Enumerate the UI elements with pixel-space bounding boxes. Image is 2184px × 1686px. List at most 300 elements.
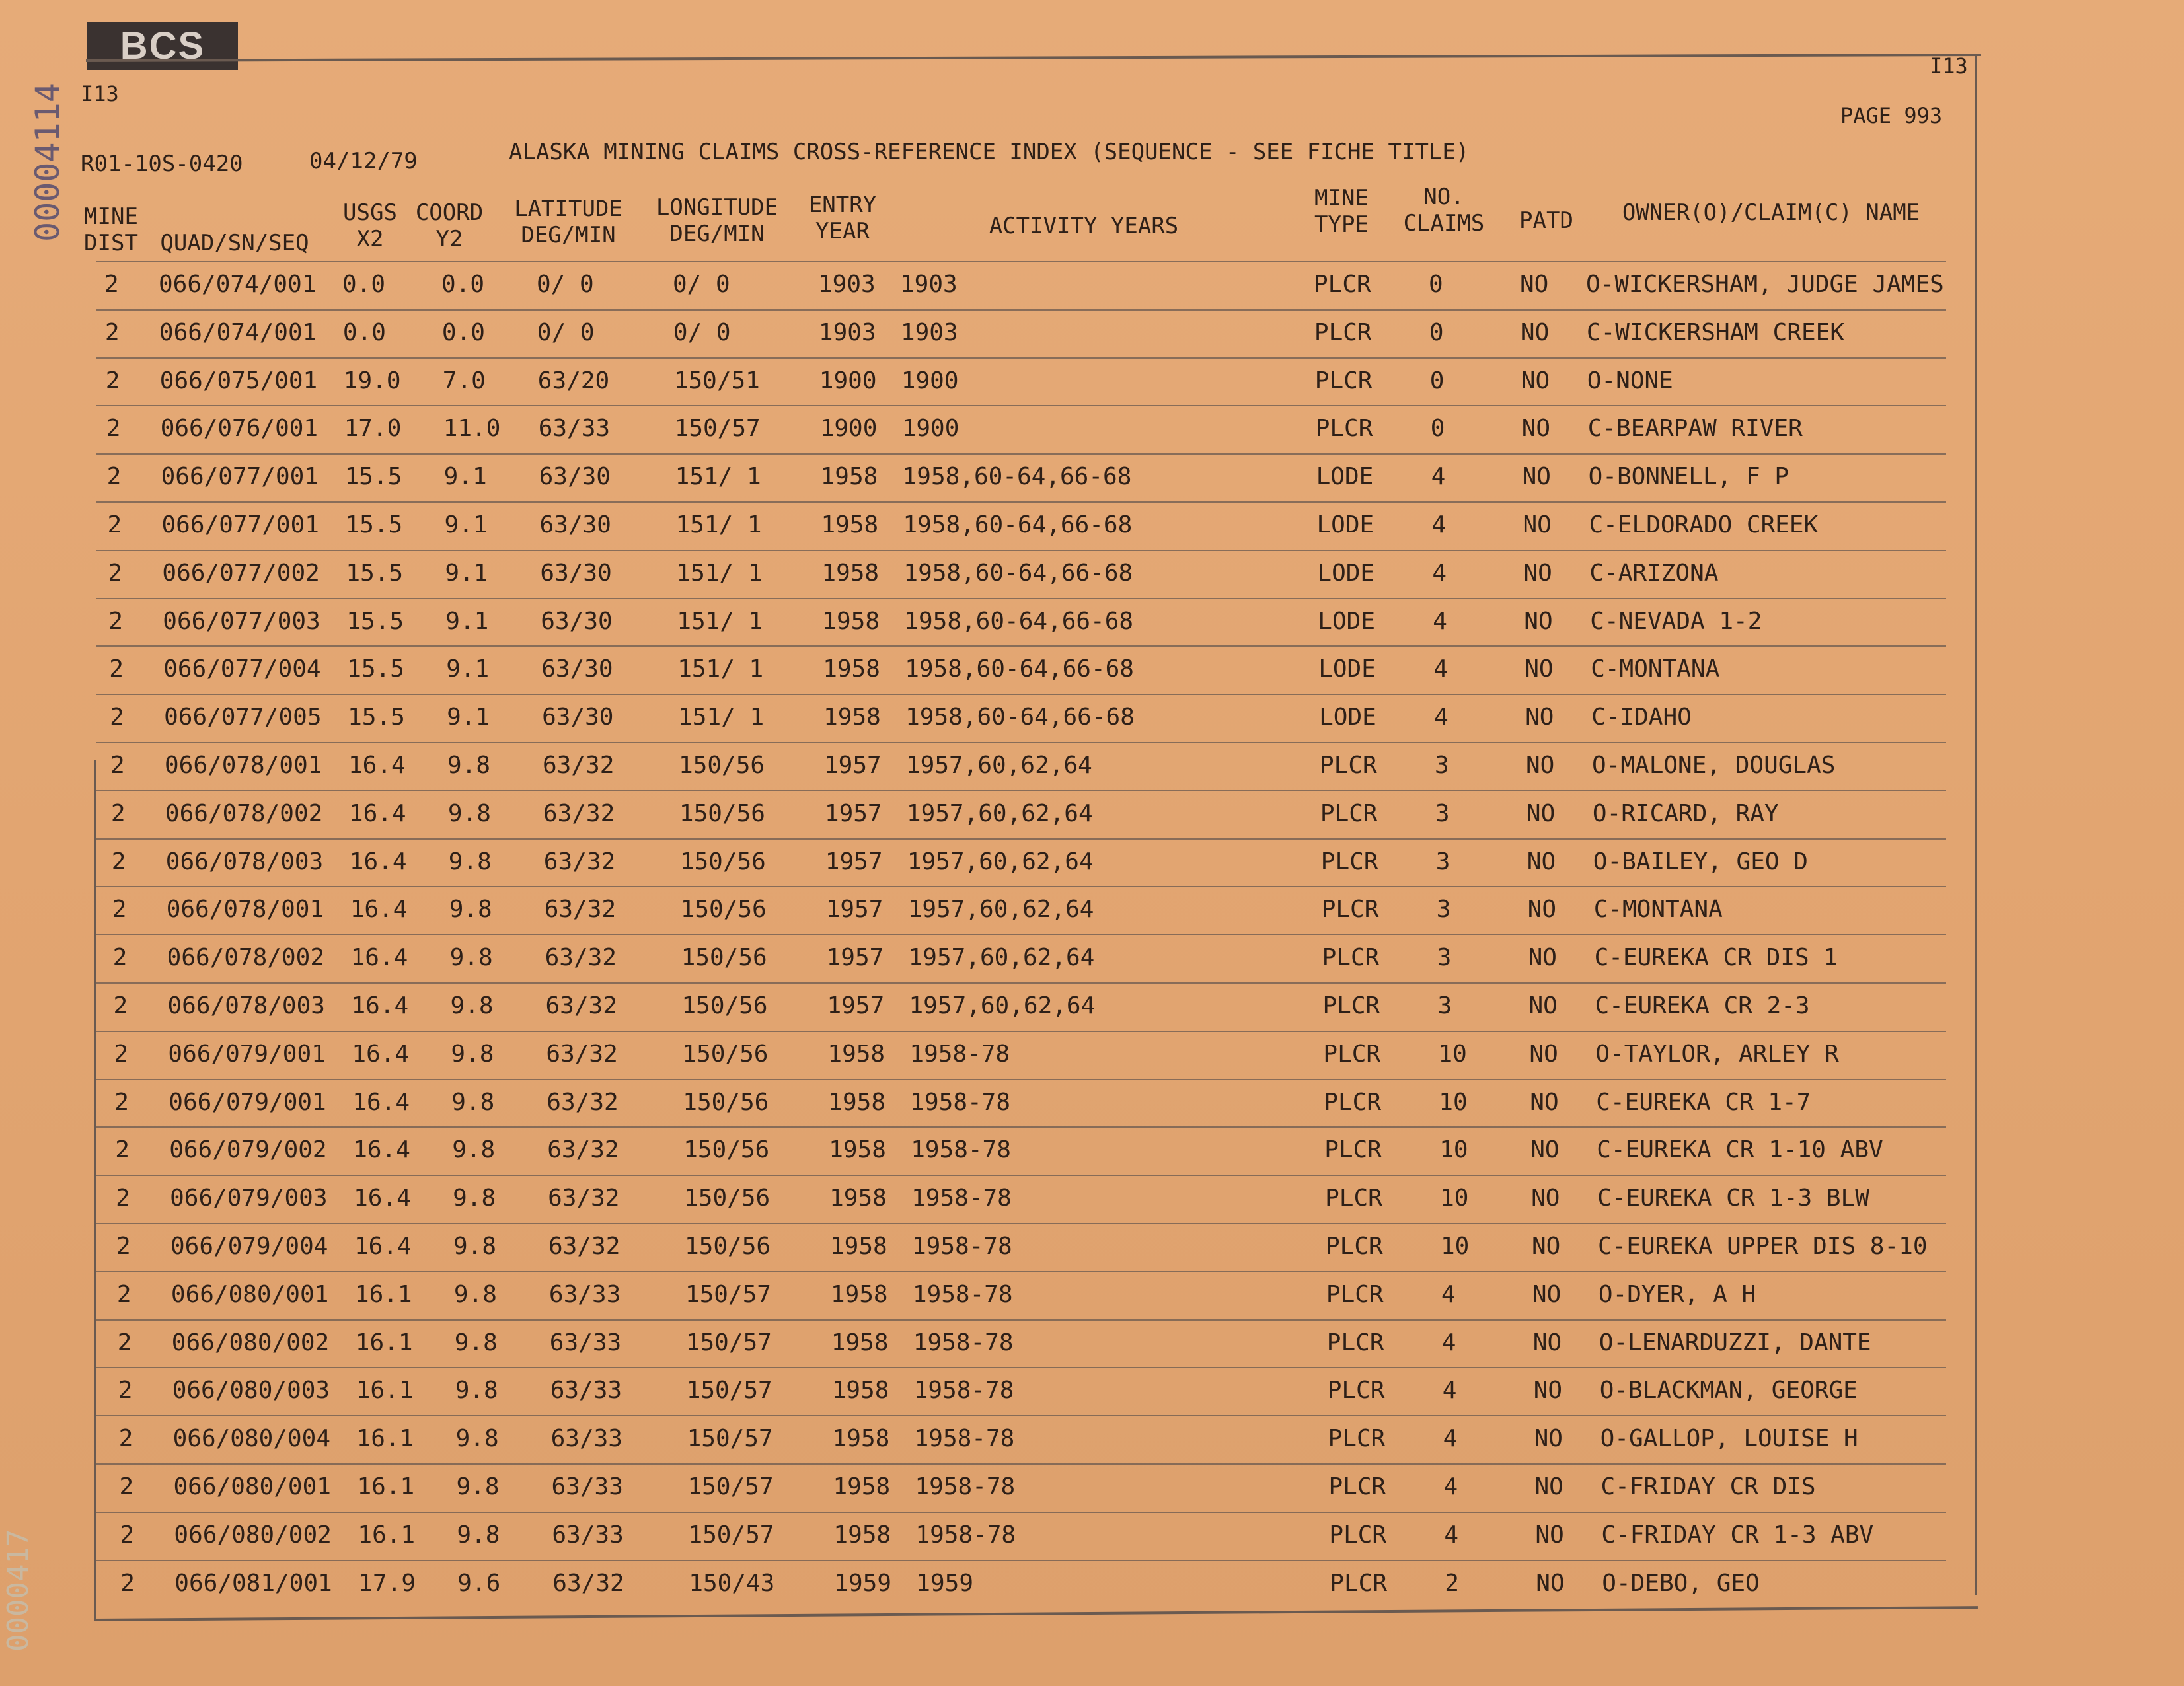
- row-divider: [96, 453, 1946, 455]
- row-owner-claim: O-BONNELL, F P: [1588, 463, 1789, 491]
- row-longitude: 150/57: [687, 1473, 774, 1500]
- table-row: [0, 1415, 2184, 1461]
- table-row: [0, 934, 2184, 980]
- row-quad: 066/079/001: [168, 1040, 326, 1068]
- row-mine-type: LODE: [1316, 511, 1374, 538]
- row-usgs-x2: 16.4: [350, 944, 408, 972]
- table-row: [0, 357, 2184, 404]
- row-coord-y2: 9.8: [449, 896, 492, 924]
- row-patd: NO: [1521, 367, 1550, 394]
- table-row: [0, 838, 2184, 885]
- row-coord-y2: 9.8: [453, 1280, 497, 1308]
- row-entry-year: 1958: [828, 1088, 885, 1116]
- row-mine-type: PLCR: [1324, 1136, 1382, 1164]
- row-no-claims: 4: [1434, 704, 1449, 731]
- row-entry-year: 1957: [824, 752, 882, 779]
- row-mine-type: PLCR: [1315, 415, 1373, 443]
- fiche-side-number: 00004114: [28, 83, 67, 242]
- row-entry-year: 1958: [833, 1521, 891, 1549]
- row-entry-year: 1903: [818, 271, 876, 298]
- row-quad: 066/074/001: [159, 271, 317, 298]
- row-quad: 066/077/001: [161, 511, 319, 538]
- row-patd: NO: [1532, 1233, 1561, 1260]
- row-longitude: 151/ 1: [676, 559, 763, 587]
- row-no-claims: 10: [1441, 1233, 1470, 1260]
- row-quad: 066/077/001: [161, 463, 319, 491]
- row-usgs-x2: 15.5: [346, 607, 404, 635]
- row-coord-y2: 9.1: [445, 607, 489, 635]
- row-longitude: 151/ 1: [675, 511, 762, 538]
- row-mine-dist: 2: [116, 1233, 131, 1260]
- table-row: [0, 550, 2184, 596]
- row-owner-claim: C-ELDORADO CREEK: [1589, 511, 1819, 538]
- row-owner-claim: O-DYER, A H: [1598, 1280, 1756, 1308]
- row-quad: 066/079/002: [169, 1136, 327, 1164]
- row-coord-y2: 9.8: [450, 992, 494, 1019]
- row-activity-years: 1957,60,62,64: [906, 752, 1092, 779]
- row-mine-type: LODE: [1319, 704, 1376, 731]
- row-mine-dist: 2: [118, 1377, 133, 1405]
- row-usgs-x2: 15.5: [347, 655, 404, 683]
- row-mine-dist: 2: [110, 704, 124, 731]
- row-divider: [96, 1031, 1946, 1032]
- row-latitude: 63/32: [548, 1233, 621, 1260]
- table-row: [0, 790, 2184, 836]
- row-activity-years: 1900: [901, 415, 960, 443]
- row-owner-claim: O-BLACKMAN, GEORGE: [1599, 1377, 1858, 1405]
- row-coord-y2: 9.8: [455, 1425, 499, 1453]
- row-no-claims: 4: [1433, 607, 1447, 635]
- row-no-claims: 0: [1430, 415, 1445, 443]
- row-usgs-x2: 17.9: [358, 1569, 416, 1597]
- row-quad: 066/078/001: [165, 752, 322, 779]
- row-longitude: 151/ 1: [677, 655, 764, 683]
- row-mine-type: LODE: [1316, 463, 1374, 491]
- row-no-claims: 4: [1433, 655, 1448, 683]
- row-quad: 066/078/002: [165, 799, 323, 827]
- row-mine-dist: 2: [110, 752, 125, 779]
- row-quad: 066/080/004: [172, 1425, 331, 1453]
- row-mine-type: PLCR: [1323, 1040, 1381, 1068]
- table-row: [0, 1126, 2184, 1173]
- row-entry-year: 1957: [825, 848, 883, 875]
- row-no-claims: 4: [1431, 511, 1447, 538]
- row-owner-claim: C-BEARPAW RIVER: [1587, 415, 1803, 443]
- row-divider: [96, 1512, 1946, 1513]
- row-mine-type: PLCR: [1320, 752, 1377, 779]
- row-activity-years: 1957,60,62,64: [909, 992, 1096, 1019]
- row-patd: NO: [1528, 992, 1558, 1019]
- row-usgs-x2: 16.4: [354, 1233, 412, 1260]
- row-latitude: 63/33: [549, 1329, 622, 1356]
- row-activity-years: 1958-78: [915, 1473, 1016, 1500]
- report-id: R01-10S-0420: [81, 151, 243, 177]
- row-divider: [96, 1271, 1946, 1272]
- row-entry-year: 1957: [827, 992, 885, 1019]
- row-mine-type: PLCR: [1329, 1521, 1387, 1549]
- row-mine-type: PLCR: [1326, 1329, 1384, 1356]
- row-entry-year: 1958: [829, 1136, 886, 1164]
- col-header-mine-dist: MINE DIST: [84, 203, 138, 256]
- row-mine-dist: 2: [104, 271, 119, 298]
- table-row: [0, 645, 2184, 692]
- row-activity-years: 1958-78: [912, 1233, 1012, 1260]
- row-latitude: 63/33: [550, 1425, 622, 1453]
- row-entry-year: 1900: [819, 367, 877, 394]
- row-usgs-x2: 15.5: [346, 559, 404, 587]
- row-quad: 066/077/003: [163, 607, 320, 635]
- row-divider: [96, 1319, 1946, 1321]
- row-coord-y2: 0.0: [441, 271, 485, 298]
- row-divider: [96, 790, 1946, 791]
- row-mine-dist: 2: [111, 848, 126, 875]
- row-patd: NO: [1522, 463, 1551, 491]
- row-owner-claim: C-MONTANA: [1591, 655, 1720, 683]
- row-coord-y2: 9.8: [455, 1377, 498, 1405]
- row-patd: NO: [1525, 655, 1554, 683]
- table-row: [0, 1319, 2184, 1366]
- row-mine-dist: 2: [113, 992, 128, 1019]
- row-longitude: 150/57: [688, 1521, 774, 1549]
- row-divider: [96, 1415, 1946, 1416]
- row-coord-y2: 11.0: [443, 415, 501, 443]
- row-longitude: 150/56: [680, 896, 767, 924]
- row-mine-type: PLCR: [1324, 1088, 1381, 1116]
- row-activity-years: 1958-78: [911, 1185, 1012, 1212]
- row-activity-years: 1957,60,62,64: [907, 848, 1094, 875]
- row-longitude: 150/57: [686, 1377, 772, 1405]
- row-mine-dist: 2: [104, 318, 120, 346]
- row-owner-claim: C-EUREKA UPPER DIS 8-10: [1598, 1233, 1928, 1260]
- row-mine-dist: 2: [105, 367, 120, 394]
- row-latitude: 63/30: [539, 511, 611, 538]
- row-longitude: 150/56: [683, 1136, 770, 1164]
- row-usgs-x2: 15.5: [348, 704, 405, 731]
- row-activity-years: 1958-78: [911, 1136, 1011, 1164]
- row-entry-year: 1958: [821, 511, 879, 538]
- row-activity-years: 1958,60-64,66-68: [904, 607, 1134, 635]
- row-owner-claim: O-TAYLOR, ARLEY R: [1595, 1040, 1839, 1068]
- row-usgs-x2: 15.5: [345, 511, 403, 538]
- fiche-side-number-faded: 0000417: [1, 1529, 35, 1652]
- row-no-claims: 4: [1443, 1425, 1458, 1453]
- row-divider: [96, 598, 1946, 599]
- row-longitude: 0/ 0: [673, 271, 730, 298]
- row-usgs-x2: 16.4: [352, 1088, 410, 1116]
- row-patd: NO: [1523, 559, 1552, 587]
- row-mine-dist: 2: [114, 1040, 129, 1068]
- row-entry-year: 1903: [818, 318, 876, 346]
- row-mine-dist: 2: [112, 896, 127, 924]
- row-longitude: 150/56: [681, 944, 767, 972]
- row-longitude: 150/56: [679, 848, 766, 875]
- row-entry-year: 1958: [830, 1233, 887, 1260]
- row-usgs-x2: 16.1: [357, 1473, 415, 1500]
- row-patd: NO: [1534, 1425, 1563, 1453]
- row-quad: 066/080/002: [171, 1329, 330, 1356]
- row-no-claims: 4: [1444, 1521, 1459, 1549]
- row-coord-y2: 9.8: [451, 1040, 494, 1068]
- table-row: [0, 886, 2184, 932]
- row-owner-claim: C-WICKERSHAM CREEK: [1586, 318, 1845, 346]
- row-owner-claim: C-FRIDAY CR DIS: [1600, 1473, 1816, 1500]
- row-mine-type: PLCR: [1320, 848, 1378, 875]
- row-usgs-x2: 17.0: [344, 415, 402, 443]
- row-usgs-x2: 16.1: [356, 1377, 414, 1405]
- row-latitude: 63/33: [551, 1473, 623, 1500]
- table-row: [0, 1463, 2184, 1510]
- row-coord-y2: 9.8: [448, 848, 492, 875]
- row-owner-claim: O-GALLOP, LOUISE H: [1600, 1425, 1858, 1453]
- row-mine-type: PLCR: [1314, 271, 1371, 298]
- row-mine-type: PLCR: [1330, 1569, 1387, 1597]
- row-activity-years: 1958,60-64,66-68: [903, 559, 1133, 587]
- row-latitude: 0/ 0: [537, 318, 595, 346]
- row-owner-claim: C-EUREKA CR 1-10 ABV: [1597, 1136, 1883, 1164]
- row-usgs-x2: 16.4: [349, 848, 407, 875]
- row-no-claims: 10: [1439, 1136, 1468, 1164]
- row-no-claims: 0: [1429, 271, 1443, 298]
- row-longitude: 150/56: [681, 992, 768, 1019]
- row-entry-year: 1958: [827, 1040, 885, 1068]
- row-coord-y2: 9.1: [445, 559, 488, 587]
- table-row: [0, 1271, 2184, 1317]
- row-no-claims: 4: [1441, 1329, 1456, 1356]
- row-usgs-x2: 16.4: [350, 896, 408, 924]
- row-longitude: 150/57: [685, 1280, 771, 1308]
- row-latitude: 63/20: [537, 367, 610, 394]
- row-no-claims: 4: [1442, 1377, 1457, 1405]
- row-owner-claim: O-NONE: [1587, 367, 1673, 394]
- row-activity-years: 1958-78: [914, 1425, 1015, 1453]
- row-quad: 066/077/002: [162, 559, 320, 587]
- row-divider: [96, 1175, 1946, 1176]
- row-divider: [96, 1560, 1946, 1561]
- row-longitude: 150/56: [682, 1040, 769, 1068]
- row-latitude: 63/30: [542, 704, 614, 731]
- table-row: [0, 598, 2184, 644]
- row-latitude: 63/32: [546, 1040, 618, 1068]
- row-latitude: 63/33: [548, 1280, 621, 1308]
- row-usgs-x2: 16.4: [352, 1040, 410, 1068]
- row-usgs-x2: 19.0: [343, 367, 401, 394]
- row-coord-y2: 9.1: [443, 463, 487, 491]
- row-usgs-x2: 16.1: [355, 1329, 413, 1356]
- row-coord-y2: 9.8: [447, 799, 491, 827]
- row-entry-year: 1958: [820, 463, 878, 491]
- col-header-latitude: LATITUDE DEG/MIN: [514, 196, 622, 248]
- row-owner-claim: C-ARIZONA: [1589, 559, 1719, 587]
- row-quad: 066/080/002: [174, 1521, 332, 1549]
- row-patd: NO: [1520, 318, 1550, 346]
- row-no-claims: 3: [1435, 799, 1450, 827]
- row-divider: [96, 309, 1946, 311]
- row-usgs-x2: 16.4: [348, 799, 406, 827]
- row-entry-year: 1958: [831, 1377, 889, 1405]
- report-date: 04/12/79: [309, 148, 418, 174]
- row-no-claims: 3: [1435, 848, 1450, 875]
- row-quad: 066/080/001: [173, 1473, 331, 1500]
- row-longitude: 0/ 0: [673, 318, 731, 346]
- table-row: [0, 1175, 2184, 1221]
- table-row: [0, 453, 2184, 499]
- row-coord-y2: 9.8: [456, 1473, 500, 1500]
- row-quad: 066/077/004: [163, 655, 321, 683]
- row-divider: [96, 1463, 1946, 1465]
- row-latitude: 63/32: [544, 896, 617, 924]
- row-coord-y2: 7.0: [442, 367, 486, 394]
- row-entry-year: 1958: [822, 607, 880, 635]
- row-divider: [96, 838, 1946, 840]
- row-activity-years: 1957,60,62,64: [908, 944, 1095, 972]
- row-patd: NO: [1524, 607, 1553, 635]
- report-title: ALASKA MINING CLAIMS CROSS-REFERENCE INDEX (SEQUENCE - SEE FICHE TITLE): [509, 139, 1470, 165]
- row-coord-y2: 9.8: [453, 1185, 496, 1212]
- row-quad: 066/078/001: [166, 896, 324, 924]
- row-latitude: 63/30: [541, 607, 613, 635]
- row-latitude: 63/30: [539, 463, 611, 491]
- row-quad: 066/076/001: [160, 415, 319, 443]
- row-longitude: 150/56: [679, 752, 765, 779]
- row-longitude: 150/51: [673, 367, 760, 394]
- row-activity-years: 1958-78: [915, 1521, 1016, 1549]
- row-no-claims: 10: [1439, 1088, 1468, 1116]
- row-activity-years: 1959: [916, 1569, 973, 1597]
- row-mine-type: PLCR: [1325, 1185, 1382, 1212]
- row-activity-years: 1903: [900, 271, 958, 298]
- row-no-claims: 10: [1440, 1185, 1469, 1212]
- table-row: [0, 1367, 2184, 1413]
- row-mine-type: PLCR: [1320, 799, 1378, 827]
- row-patd: NO: [1536, 1569, 1565, 1597]
- table-row: [0, 261, 2184, 307]
- row-activity-years: 1958-78: [913, 1377, 1014, 1405]
- row-mine-dist: 2: [108, 559, 123, 587]
- col-header-coord-y2: COORD Y2: [415, 200, 484, 252]
- row-activity-years: 1958,60-64,66-68: [903, 511, 1133, 538]
- col-header-owner-claim: OWNER(O)/CLAIM(C) NAME: [1622, 200, 1920, 226]
- row-activity-years: 1958-78: [913, 1329, 1014, 1356]
- row-coord-y2: 9.8: [452, 1136, 496, 1164]
- row-latitude: 0/ 0: [537, 271, 594, 298]
- row-mine-dist: 2: [106, 463, 122, 491]
- row-coord-y2: 0.0: [441, 318, 485, 346]
- col-header-entry-year: ENTRY YEAR: [808, 192, 877, 244]
- row-usgs-x2: 16.4: [353, 1136, 410, 1164]
- row-quad: 066/078/002: [167, 944, 325, 972]
- row-no-claims: 4: [1431, 463, 1446, 491]
- row-patd: NO: [1532, 1329, 1562, 1356]
- row-no-claims: 3: [1436, 896, 1451, 924]
- row-owner-claim: O-WICKERSHAM, JUDGE JAMES: [1586, 271, 1944, 298]
- row-activity-years: 1958-78: [910, 1088, 1011, 1116]
- row-latitude: 63/33: [538, 415, 611, 443]
- row-entry-year: 1900: [819, 415, 878, 443]
- row-patd: NO: [1530, 1136, 1560, 1164]
- row-divider: [96, 1126, 1946, 1128]
- row-latitude: 63/32: [546, 1088, 619, 1116]
- row-mine-dist: 2: [119, 1473, 134, 1500]
- row-patd: NO: [1532, 1280, 1562, 1308]
- table-row: [0, 501, 2184, 548]
- col-header-mine-type: MINE TYPE: [1314, 185, 1369, 238]
- row-divider: [96, 261, 1946, 262]
- row-patd: NO: [1525, 704, 1554, 731]
- row-entry-year: 1958: [830, 1280, 888, 1308]
- row-coord-y2: 9.8: [447, 752, 491, 779]
- row-activity-years: 1958,60-64,66-68: [905, 704, 1135, 731]
- row-entry-year: 1958: [823, 704, 881, 731]
- row-patd: NO: [1535, 1521, 1564, 1549]
- row-longitude: 150/56: [685, 1233, 771, 1260]
- row-quad: 066/079/003: [170, 1185, 328, 1212]
- row-latitude: 63/32: [543, 799, 615, 827]
- corner-label-right: I13: [1930, 54, 1968, 79]
- row-owner-claim: C-EUREKA CR DIS 1: [1594, 944, 1838, 972]
- row-activity-years: 1958,60-64,66-68: [905, 655, 1134, 683]
- row-mine-dist: 2: [116, 1185, 130, 1212]
- row-quad: 066/079/004: [170, 1233, 328, 1260]
- row-mine-dist: 2: [116, 1280, 132, 1308]
- row-coord-y2: 9.8: [457, 1521, 500, 1549]
- row-latitude: 63/30: [540, 559, 612, 587]
- row-owner-claim: C-IDAHO: [1591, 704, 1692, 731]
- row-usgs-x2: 16.1: [356, 1425, 414, 1453]
- row-latitude: 63/30: [541, 655, 613, 683]
- row-patd: NO: [1526, 752, 1555, 779]
- row-owner-claim: C-EUREKA CR 1-3 BLW: [1597, 1185, 1869, 1212]
- row-no-claims: 4: [1441, 1280, 1456, 1308]
- row-mine-type: LODE: [1318, 607, 1375, 635]
- row-mine-dist: 2: [117, 1329, 132, 1356]
- table-row: [0, 405, 2184, 451]
- col-header-longitude: LONGITUDE DEG/MIN: [656, 194, 778, 247]
- row-owner-claim: O-BAILEY, GEO D: [1593, 848, 1808, 875]
- row-no-claims: 10: [1438, 1040, 1467, 1068]
- row-owner-claim: C-MONTANA: [1593, 896, 1723, 924]
- row-patd: NO: [1527, 896, 1557, 924]
- row-quad: 066/078/003: [165, 848, 324, 875]
- table-row: [0, 1079, 2184, 1125]
- row-longitude: 151/ 1: [678, 704, 765, 731]
- row-mine-type: PLCR: [1321, 896, 1379, 924]
- row-longitude: 151/ 1: [677, 607, 763, 635]
- row-divider: [96, 934, 1946, 935]
- row-owner-claim: C-NEVADA 1-2: [1590, 607, 1762, 635]
- row-longitude: 150/56: [679, 799, 765, 827]
- corner-label-left: I13: [81, 81, 119, 106]
- table-row: [0, 1560, 2184, 1606]
- row-no-claims: 4: [1443, 1473, 1458, 1500]
- col-header-patd: PATD: [1519, 207, 1573, 234]
- row-patd: NO: [1534, 1473, 1563, 1500]
- row-divider: [96, 645, 1946, 647]
- row-quad: 066/077/005: [164, 704, 322, 731]
- row-latitude: 63/33: [550, 1377, 622, 1405]
- table-row: [0, 742, 2184, 788]
- row-longitude: 150/57: [674, 415, 761, 443]
- row-divider: [96, 550, 1946, 551]
- row-usgs-x2: 0.0: [342, 318, 386, 346]
- row-quad: 066/080/003: [172, 1377, 330, 1405]
- row-quad: 066/074/001: [159, 318, 317, 346]
- row-patd: NO: [1521, 415, 1551, 443]
- row-owner-claim: O-LENARDUZZI, DANTE: [1599, 1329, 1871, 1356]
- row-entry-year: 1957: [826, 944, 884, 972]
- row-coord-y2: 9.8: [453, 1233, 497, 1260]
- row-usgs-x2: 15.5: [344, 463, 402, 491]
- col-header-activity-years: ACTIVITY YEARS: [989, 213, 1179, 239]
